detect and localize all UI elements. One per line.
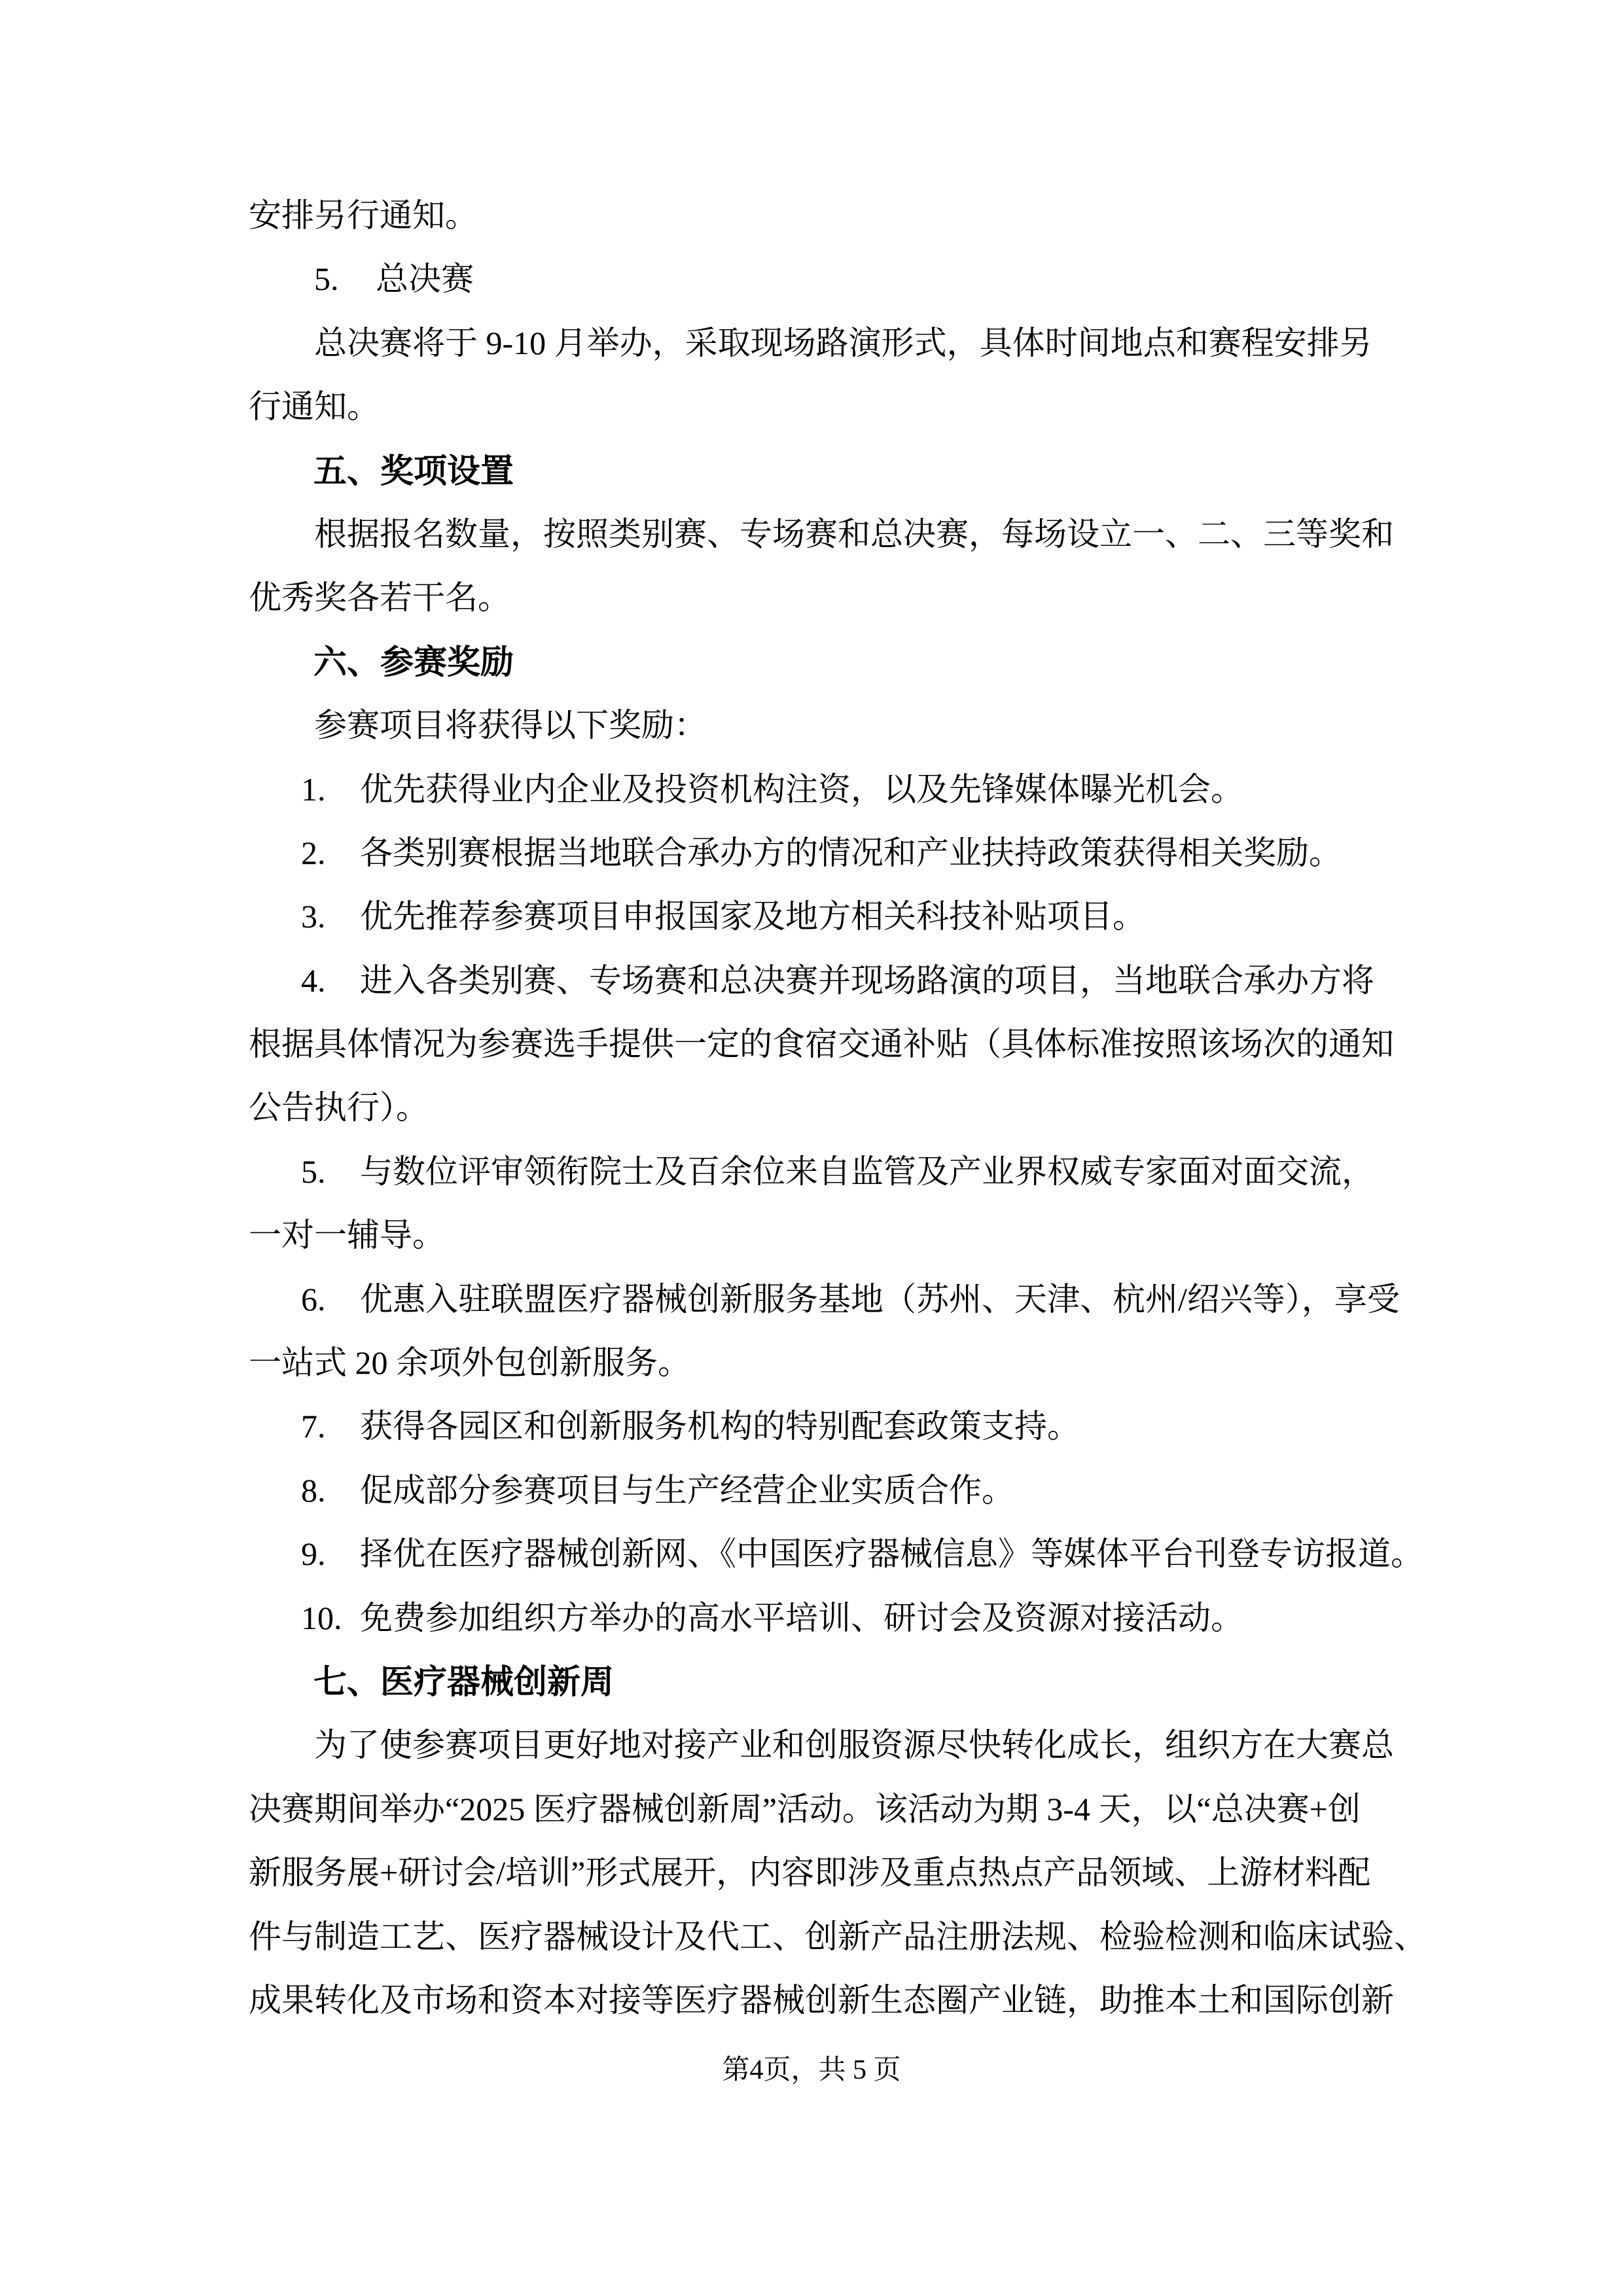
heading-text: 五、奖项设置 <box>313 452 514 490</box>
line-text: 根据报名数量，按照类别赛、专场赛和总决赛，每场设立一、二、三等奖和 <box>314 515 1394 552</box>
heading-text: 六、参赛奖励 <box>313 643 514 681</box>
text-line <box>249 1778 1406 1841</box>
text-line <box>249 1331 1406 1395</box>
list-item-5 <box>249 1140 1406 1204</box>
line-text: 择优在医疗器械创新网、《中国医疗器械信息》等媒体平台刊登专访报道。 <box>360 1535 1423 1573</box>
list-item-3 <box>249 885 1406 948</box>
page-number-text: 第4页，共 5 页 <box>722 2055 901 2085</box>
item-number: 4. <box>301 961 326 999</box>
line-text: 优先推荐参赛项目申报国家及地方相关科技补贴项目。 <box>360 898 1145 935</box>
page-footer <box>0 2051 1623 2090</box>
line-text: 一对一辅导。 <box>249 1217 445 1254</box>
line-text: 安排另行通知。 <box>249 197 478 234</box>
list-item-4 <box>249 949 1406 1013</box>
section-heading-awards <box>249 439 1406 503</box>
line-text: 优秀奖各若干名。 <box>249 579 510 617</box>
line-text: 参赛项目将获得以下奖励： <box>314 707 707 744</box>
text-line <box>249 312 1406 375</box>
text-line <box>249 375 1406 439</box>
subsection-item-5-final <box>249 247 1406 311</box>
document-body <box>249 184 1427 2032</box>
text-line <box>249 1969 1406 2032</box>
line-text: 件与制造工艺、医疗器械设计及代工、创新产品注册法规、检验检测和临床试验、 <box>249 1918 1427 1955</box>
text-line <box>249 1905 1427 1969</box>
list-item-7 <box>249 1395 1406 1458</box>
line-text: 根据具体情况为参赛选手提供一定的食宿交通补贴（具体标准按照该场次的通知 <box>249 1026 1394 1063</box>
line-text: 总决赛将于 9-10 月举办，采取现场路演形式，具体时间地点和赛程安排另 <box>314 324 1372 361</box>
line-text: 总决赛 <box>376 260 474 298</box>
list-item-10 <box>249 1587 1406 1650</box>
line-text: 公告执行）。 <box>249 1089 429 1126</box>
section-heading-innovation-week <box>249 1650 1406 1713</box>
list-item-1 <box>249 758 1406 821</box>
text-line <box>249 1841 1406 1905</box>
line-text: 促成部分参赛项目与生产经营企业实质合作。 <box>360 1471 1014 1509</box>
line-text: 获得各园区和创新服务机构的特别配套政策支持。 <box>360 1408 1080 1445</box>
line-text: 为了使参赛项目更好地对接产业和创服资源尽快转化成长，组织方在大赛总 <box>314 1727 1394 1764</box>
line-text: 各类别赛根据当地联合承办方的情况和产业扶持政策获得相关奖励。 <box>360 834 1342 871</box>
heading-text: 七、医疗器械创新周 <box>313 1662 615 1700</box>
text-line <box>249 566 1406 630</box>
line-text: 决赛期间举办“2025 医疗器械创新周”活动。该活动为期 3-4 天，以“总决赛+创 <box>249 1790 1361 1827</box>
line-text: 进入各类别赛、专场赛和总决赛并现场路演的项目，当地联合承办方将 <box>360 961 1374 999</box>
item-number: 6. <box>301 1280 326 1318</box>
line-text: 行通知。 <box>249 388 380 425</box>
text-line <box>249 1713 1406 1777</box>
text-line <box>249 503 1406 566</box>
line-text: 优先获得业内企业及投资机构注资，以及先锋媒体曝光机会。 <box>360 770 1243 808</box>
item-number: 1. <box>301 770 326 808</box>
text-line <box>249 1204 1406 1267</box>
line-text: 免费参加组织方举办的高水平培训、研讨会及资源对接活动。 <box>360 1599 1243 1636</box>
item-number: 7. <box>301 1408 326 1445</box>
line-text: 一站式 20 余项外包创新服务。 <box>249 1344 690 1382</box>
text-line <box>249 694 1406 757</box>
item-number: 9. <box>301 1535 326 1573</box>
item-number: 2. <box>301 834 326 871</box>
line-text: 与数位评审领衔院士及百余位来自监管及产业界权威专家面对面交流， <box>360 1153 1374 1190</box>
item-number: 3. <box>301 898 326 935</box>
line-text: 优惠入驻联盟医疗器械创新服务基地（苏州、天津、杭州/绍兴等），享受 <box>360 1280 1400 1318</box>
item-number: 5. <box>301 1153 326 1190</box>
text-line <box>249 184 1406 247</box>
line-text: 成果转化及市场和资本对接等医疗器械创新生态圈产业链，助推本土和国际创新 <box>249 1981 1394 2018</box>
item-number: 10. <box>301 1599 342 1636</box>
line-text: 新服务展+研讨会/培训”形式展开，内容即涉及重点热点产品领域、上游材料配 <box>249 1854 1371 1892</box>
item-number: 8. <box>301 1471 326 1509</box>
item-number: 5. <box>314 260 339 298</box>
list-item-8 <box>249 1459 1406 1522</box>
list-item-6 <box>249 1268 1406 1331</box>
section-heading-incentives <box>249 630 1406 694</box>
list-item-9 <box>249 1522 1423 1586</box>
text-line <box>249 1076 1406 1139</box>
list-item-2 <box>249 821 1406 885</box>
text-line <box>249 1013 1406 1076</box>
